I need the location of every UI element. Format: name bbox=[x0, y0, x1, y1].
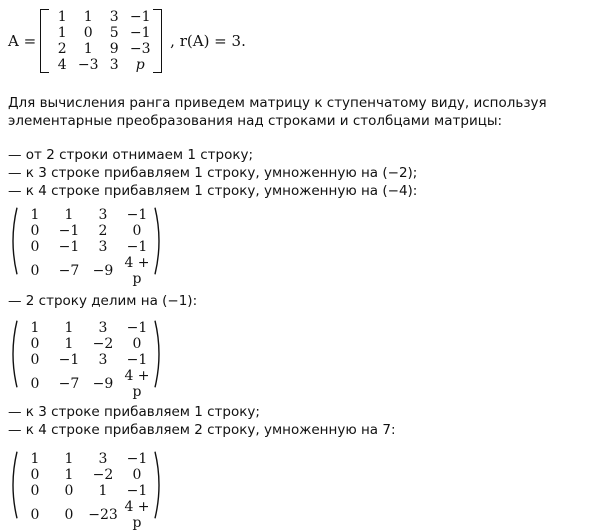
right-paren bbox=[154, 320, 164, 388]
matrix-row bbox=[49, 9, 153, 25]
matrix-cell: 1 bbox=[83, 9, 93, 25]
matrix-cell: 0 bbox=[132, 336, 142, 352]
step-line: — от 2 строки отнимаем 1 строку; bbox=[8, 147, 254, 163]
matrix-step-2 bbox=[8, 320, 164, 400]
matrix-row bbox=[18, 336, 154, 352]
step-line: — к 3 строке прибавляем 1 строку; bbox=[8, 404, 260, 420]
matrix-cell: −3 bbox=[77, 57, 99, 73]
intro-paragraph: Для вычисления ранга приведем матрицу к ступенчатому виду, используя элементарные преобразования над строками и столбцами матрицы: bbox=[8, 95, 547, 129]
matrix-cell: −1 bbox=[126, 451, 148, 467]
matrix-cell: 0 bbox=[30, 263, 40, 279]
matrix-cell: 4 bbox=[57, 57, 67, 73]
matrix-cell: 3 bbox=[98, 320, 108, 336]
matrix-cell: 3 bbox=[98, 239, 108, 255]
matrix-row bbox=[18, 499, 154, 531]
matrix-cell: −23 bbox=[88, 507, 118, 523]
matrix-cell: 4 + p bbox=[124, 368, 150, 400]
matrix-step-1 bbox=[8, 207, 164, 287]
matrix-cell: −1 bbox=[126, 239, 148, 255]
matrix-cell: 1 bbox=[83, 41, 93, 57]
matrix-row bbox=[18, 352, 154, 368]
matrix-cell: −1 bbox=[129, 25, 151, 41]
matrix-cell: 3 bbox=[98, 451, 108, 467]
matrix-cell: 0 bbox=[30, 376, 40, 392]
left-paren bbox=[8, 207, 18, 275]
matrix-cell: 1 bbox=[30, 320, 40, 336]
left-paren bbox=[8, 451, 18, 519]
matrix-cell: −7 bbox=[58, 263, 80, 279]
matrix-cell: −7 bbox=[58, 376, 80, 392]
matrix-cell: 0 bbox=[30, 223, 40, 239]
matrix-row bbox=[18, 255, 154, 287]
right-paren bbox=[154, 451, 164, 519]
matrix-cell: p bbox=[135, 57, 145, 73]
matrix-cell: 1 bbox=[98, 483, 108, 499]
matrix-cell: −3 bbox=[129, 41, 151, 57]
matrix-cell: 0 bbox=[83, 25, 93, 41]
matrix-cell: 0 bbox=[30, 352, 40, 368]
matrix-cell: 2 bbox=[98, 223, 108, 239]
matrix-cell: 3 bbox=[98, 207, 108, 223]
matrix-cell: −1 bbox=[129, 9, 151, 25]
matrix-row bbox=[18, 223, 154, 239]
matrix-cell: −2 bbox=[92, 336, 114, 352]
matrix-cell: 0 bbox=[30, 467, 40, 483]
matrix-cell: 1 bbox=[30, 207, 40, 223]
matrix-row bbox=[49, 25, 153, 41]
matrix-cell: 0 bbox=[132, 467, 142, 483]
matrix-row bbox=[49, 57, 153, 73]
matrix-row bbox=[18, 483, 154, 499]
matrix-cell: 1 bbox=[64, 336, 74, 352]
matrix-cell: 1 bbox=[64, 451, 74, 467]
matrix-row bbox=[49, 41, 153, 57]
matrix-cell: 1 bbox=[64, 467, 74, 483]
matrix-cell: 3 bbox=[109, 9, 119, 25]
matrix-label: A = bbox=[8, 32, 37, 50]
matrix-cell: 3 bbox=[109, 57, 119, 73]
matrix-step-3 bbox=[8, 451, 164, 531]
matrix-cell: 1 bbox=[64, 207, 74, 223]
left-paren bbox=[8, 320, 18, 388]
matrix-cell: −1 bbox=[58, 239, 80, 255]
step-line: — 2 строку делим на (−1): bbox=[8, 293, 198, 309]
matrix-cell: 0 bbox=[30, 507, 40, 523]
matrix-cell: 0 bbox=[30, 239, 40, 255]
matrix-cell: −2 bbox=[92, 467, 114, 483]
left-bracket bbox=[40, 9, 49, 73]
matrix-cell: 9 bbox=[109, 41, 119, 57]
matrix-a bbox=[40, 9, 162, 73]
right-bracket bbox=[153, 9, 162, 73]
rank-condition: , r(A) = 3. bbox=[170, 32, 246, 50]
step-line: — к 4 строке прибавляем 1 строку, умноженную на (−4): bbox=[8, 183, 418, 199]
matrix-row bbox=[18, 320, 154, 336]
matrix-cell: 0 bbox=[64, 507, 74, 523]
matrix-cell: −9 bbox=[92, 263, 114, 279]
matrix-cell: 2 bbox=[57, 41, 67, 57]
matrix-row bbox=[18, 467, 154, 483]
matrix-cell: 1 bbox=[57, 9, 67, 25]
matrix-cell: 0 bbox=[30, 483, 40, 499]
matrix-cell: −1 bbox=[126, 352, 148, 368]
matrix-cell: 1 bbox=[30, 451, 40, 467]
right-paren bbox=[154, 207, 164, 275]
matrix-row bbox=[18, 368, 154, 400]
step-line: — к 4 строке прибавляем 2 строку, умноженную на 7: bbox=[8, 422, 396, 438]
matrix-cell: 0 bbox=[64, 483, 74, 499]
matrix-cell: 4 + p bbox=[124, 499, 150, 531]
matrix-cell: 5 bbox=[109, 25, 119, 41]
matrix-row bbox=[18, 451, 154, 467]
matrix-cell: −1 bbox=[126, 207, 148, 223]
matrix-cell: 3 bbox=[98, 352, 108, 368]
matrix-cell: −1 bbox=[126, 483, 148, 499]
matrix-row bbox=[18, 239, 154, 255]
matrix-cell: 1 bbox=[57, 25, 67, 41]
matrix-cell: 1 bbox=[64, 320, 74, 336]
matrix-row bbox=[18, 207, 154, 223]
matrix-cell: −1 bbox=[58, 352, 80, 368]
matrix-definition bbox=[8, 6, 246, 76]
step-line: — к 3 строке прибавляем 1 строку, умноженную на (−2); bbox=[8, 165, 418, 181]
matrix-cell: −1 bbox=[126, 320, 148, 336]
matrix-cell: 0 bbox=[132, 223, 142, 239]
matrix-cell: −9 bbox=[92, 376, 114, 392]
matrix-cell: 4 + p bbox=[124, 255, 150, 287]
matrix-cell: 0 bbox=[30, 336, 40, 352]
matrix-cell: −1 bbox=[58, 223, 80, 239]
